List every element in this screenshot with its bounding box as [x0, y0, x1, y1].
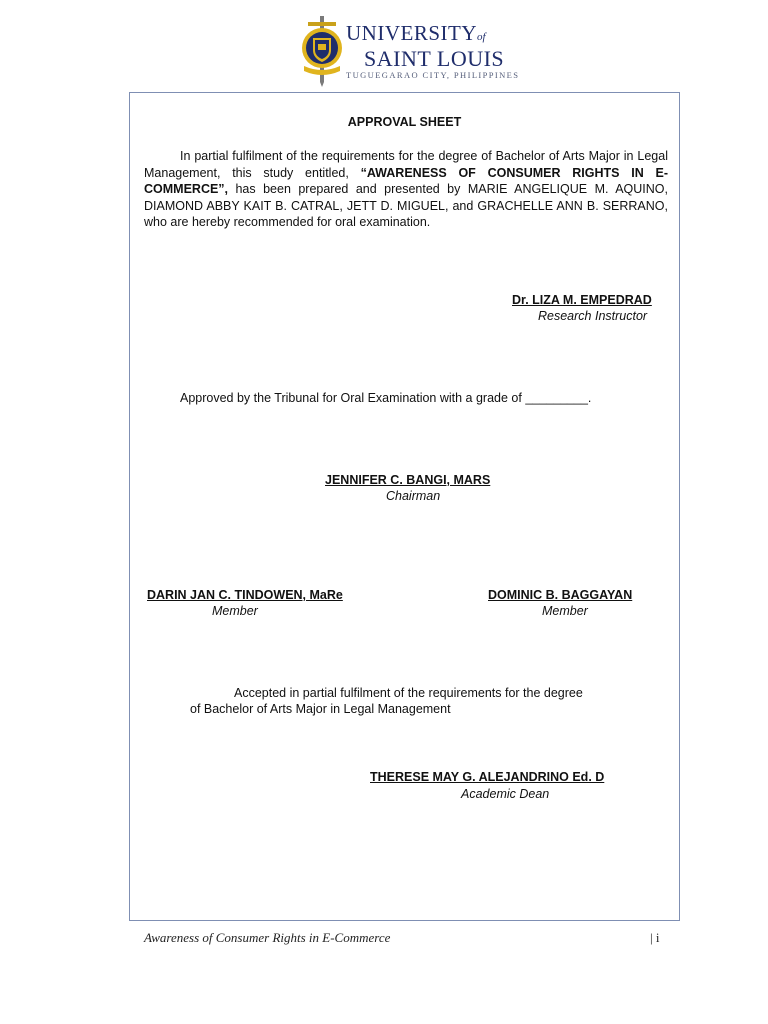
recommendation-paragraph [144, 148, 668, 231]
chairman-role: Chairman [386, 489, 441, 503]
paragraph-end: has been prepared and presented by MARIE ANGELIQUE M. AQUINO, DIAMOND ABBY KAIT B. CATRAL, JETT D. MIGUEL, and GRACHELLE ANN B. SERRANO, who are hereby recommended for oral examination. [144, 182, 668, 229]
member1-role: Member [212, 604, 258, 618]
university-logo [296, 14, 526, 90]
member2-role: Member [542, 604, 588, 618]
logo-wordmark [346, 22, 519, 81]
dean-name: THERESE MAY G. ALEJANDRINO Ed. D [370, 770, 605, 784]
accepted-line-2: of Bachelor of Arts Major in Legal Management [190, 702, 451, 716]
document-title: APPROVAL SHEET [347, 115, 462, 129]
approved-line: Approved by the Tribunal for Oral Examination with a grade of _________. [180, 391, 592, 405]
logo-university-text: UNIVERSITY [346, 21, 477, 45]
footer-running-title: Awareness of Consumer Rights in E-Commerce [144, 930, 391, 945]
study-title: “AWARENESS OF CONSUMER RIGHTS IN E-COMMERCE”, [144, 165, 668, 196]
instructor-role: Research Instructor [538, 309, 648, 323]
university-seal-icon [296, 14, 348, 88]
paragraph-start: In partial fulfilment of the requirements for the degree of Bachelor of Arts Major in Legal Management, this study entitled, [144, 149, 668, 180]
dean-role: Academic Dean [461, 787, 550, 801]
logo-line-location: TUGUEGARAO CITY, PHILIPPINES [346, 70, 520, 80]
logo-of-text: of [477, 31, 486, 43]
instructor-name: Dr. LIZA M. EMPEDRAD [512, 293, 652, 307]
member2-name: DOMINIC B. BAGGAYAN [488, 588, 633, 602]
chairman-name: JENNIFER C. BANGI, MARS [325, 473, 491, 487]
accepted-line-1: Accepted in partial fulfilment of the requirements for the degree [234, 686, 583, 700]
member1-name: DARIN JAN C. TINDOWEN, MaRe [147, 588, 343, 602]
footer-page-number: | i [650, 930, 660, 945]
logo-line-saint-louis: SAINT LOUIS [364, 46, 505, 71]
logo-line-university [346, 22, 519, 48]
